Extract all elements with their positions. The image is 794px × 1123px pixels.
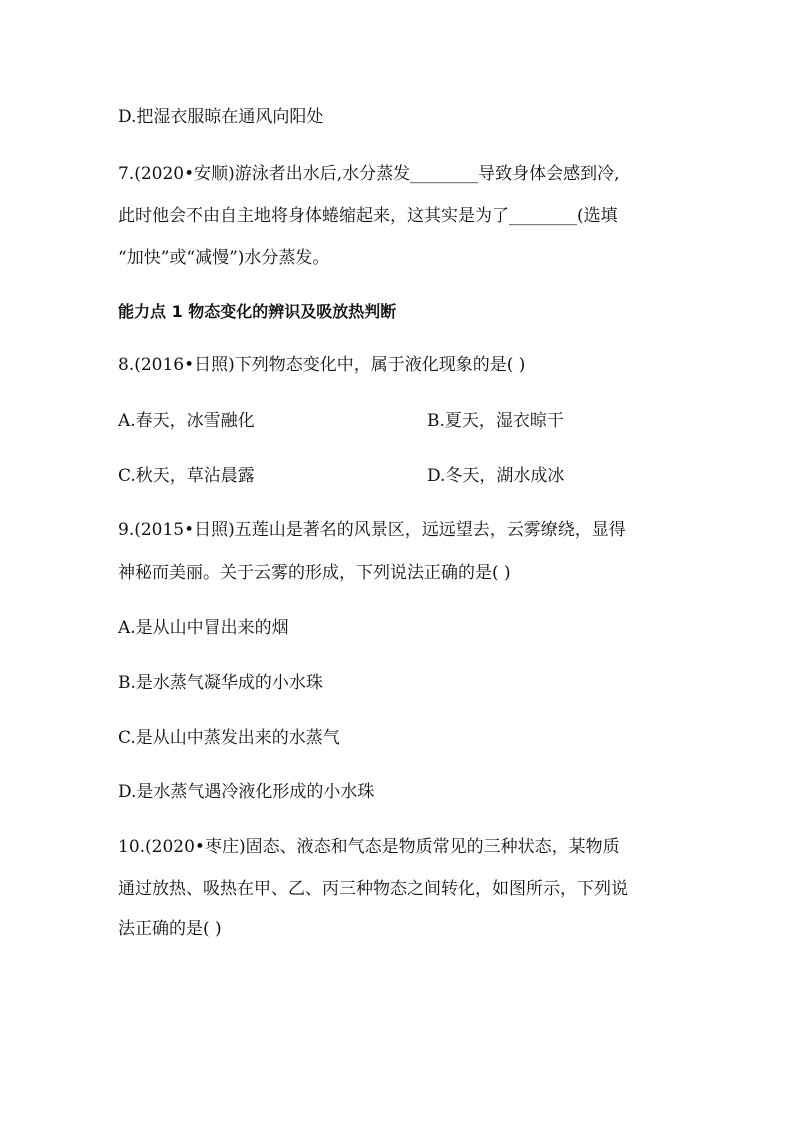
section-heading: 能力点 1 物态变化的辨识及吸放热判断 xyxy=(118,302,397,321)
q9-stem-line-2: 神秘而美丽。关于云雾的形成，下列说法正确的是( ) xyxy=(118,563,511,583)
q9-option-a: A.是从山中冒出来的烟 xyxy=(118,618,289,638)
q8-option-b: B.夏天，湿衣晾干 xyxy=(427,411,564,431)
q8-option-c: C.秋天，草沾晨露 xyxy=(118,466,255,486)
q8-option-d: D.冬天，湖水成冰 xyxy=(427,466,565,486)
q10-stem-line-2: 通过放热、吸热在甲、乙、丙三种物态之间转化，如图所示，下列说 xyxy=(118,879,628,899)
q7-text-line-3: “加快”或“减慢”)水分蒸发。 xyxy=(118,248,330,268)
q9-option-c: C.是从山中蒸发出来的水蒸气 xyxy=(118,728,340,748)
q9-option-d: D.是水蒸气遇冷液化形成的小水珠 xyxy=(118,782,375,802)
q6-option-d: D.把湿衣服晾在通风向阳处 xyxy=(118,107,324,127)
q10-stem-line-3: 法正确的是( ) xyxy=(118,919,222,939)
q9-stem-line-1: 9.(2015•日照)五莲山是著名的风景区，远远望去，云雾缭绕，显得 xyxy=(118,520,626,540)
q8-stem: 8.(2016•日照)下列物态变化中，属于液化现象的是( ) xyxy=(118,355,526,375)
q8-option-a: A.春天，冰雪融化 xyxy=(118,411,255,431)
q10-stem-line-1: 10.(2020•枣庄)固态、液态和气态是物质常见的三种状态，某物质 xyxy=(118,837,620,857)
q7-text-line-1: 7.(2020•安顺)游泳者出水后,水分蒸发________导致身体会感到冷, xyxy=(118,164,620,184)
q9-option-b: B.是水蒸气凝华成的小水珠 xyxy=(118,673,323,693)
q7-text-line-2: 此时他会不由自主地将身体蜷缩起来，这其实是为了________(选填 xyxy=(118,206,618,226)
